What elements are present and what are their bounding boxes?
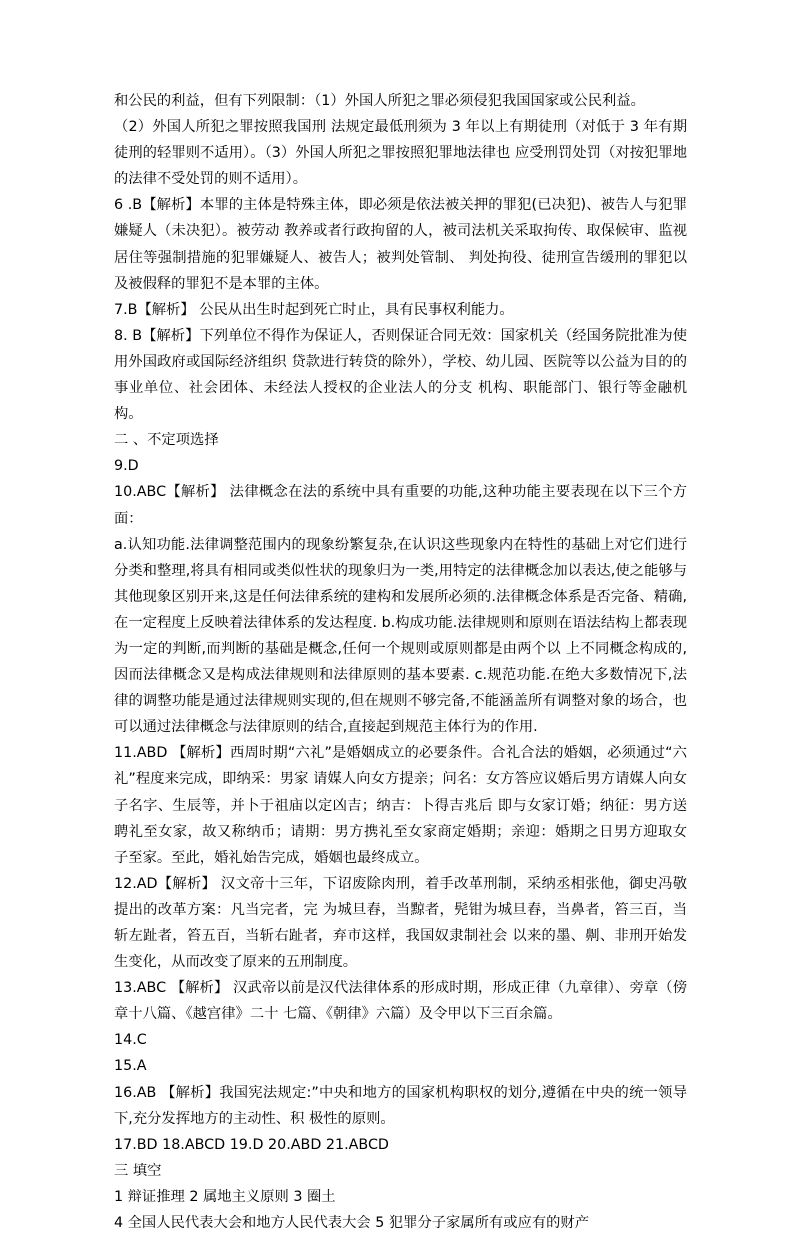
answer-9: 9.D bbox=[114, 458, 139, 475]
answer-14: 14.C bbox=[114, 1032, 147, 1049]
paragraph-block: a.认知功能.法律调整范围内的现象纷繁复杂,在认识这些现象内在特性的基础上对它们进行分类和整理,将具有相同或类似性状的现象归为一类,用特定的法律概念加以表达,使之能够与其他现象区别开来,这是任何法律系统的建构和发展所必须的.法律概念体系是否完备、精确,在一定程度上反映着法律体系的发达程度. b.构成功能.法律规则和原则在语法结构上都表现为一定的判断,而判断的基础是概念,任何一个规则或原则都是由两个以 上不同概念构成的,因而法律概念又是构成法律规则和法律原则的基本要素. c.规范功能.在绝大多数情况下,法律的调整功能是通过法律规则实现的,但在规则不够完备,不能涵盖所有调整对象的场合，也可以通过法律概念与法律原则的结合,直接起到规范主体行为的作用. bbox=[114, 536, 687, 736]
answer-explanation-8: 8. B【解析】下列单位不得作为保证人，否则保证合同无效：国家机关（经国务院批准为使用外国政府或国际经济组织 贷款进行转贷的除外），学校、幼儿园、医院等以公益为目的的事业单位、社会团体、未经法人授权的企业法人的分支 机构、职能部门、银行等金融机构。 bbox=[114, 327, 687, 423]
answer-explanation-10: 10.ABC【解析】 法律概念在法的系统中具有重要的功能,这种功能主要表现在以下三个方面： bbox=[114, 484, 687, 527]
paragraph-block: （2）外国人所犯之罪按照我国刑 法规定最低刑须为 3 年以上有期徒刑（对低于 3 年有期徒刑的轻罪则不适用）。（3）外国人所犯之罪按照犯罪地法律也 应受刑罚处罚（对按犯罪地的法律不受处罚的则不适用）。 bbox=[114, 119, 687, 188]
document-body bbox=[114, 88, 687, 1236]
answer-list-17-21: 17.BD 18.ABCD 19.D 20.ABD 21.ABCD bbox=[114, 1136, 389, 1153]
answer-explanation-7: 7.B【解析】 公民从出生时起到死亡时止，具有民事权利能力。 bbox=[114, 301, 514, 318]
answer-explanation-13: 13.ABC 【解析】 汉武帝以前是汉代法律体系的形成时期，形成正律（九章律）、旁章（傍章十八篇、《越宫律》二十 七篇、《朝律》六篇）及令甲以下三百余篇。 bbox=[114, 980, 687, 1023]
section-heading-2: 二 、不定项选择 bbox=[114, 432, 219, 449]
answer-explanation-11: 11.ABD 【解析】西周时期“六礼”是婚姻成立的必要条件。合礼合法的婚姻，必须通过“六礼”程度来完成，即纳采：男家 请媒人向女方提亲；问名：女方答应议婚后男方请媒人向女子名字、生辰等，并卜于祖庙以定凶吉；纳吉：卜得吉兆后 即与女家订婚；纳征：男方送聘礼至女家，故又称纳币；请期：男方携礼至女家商定婚期；亲迎：婚期之日男方迎取女 子至家。至此，婚礼始告完成，婚姻也最终成立。 bbox=[114, 745, 687, 866]
fill-blank-line-1: 1 辩证推理 2 属地主义原则 3 圈土 bbox=[114, 1188, 336, 1205]
fill-blank-line-2: 4 全国人民代表大会和地方人民代表大会 5 犯罪分子家属所有或应有的财产 bbox=[114, 1215, 590, 1232]
answer-explanation-6: 6 .B【解析】本罪的主体是特殊主体，即必须是依法被关押的罪犯(已决犯)、被告人与犯罪嫌疑人（未决犯）。被劳动 教养或者行政拘留的人，被司法机关采取拘传、取保候审、监视居住等强制措施的犯罪嫌疑人、被告人；被判处管制、 判处拘役、徒刑宣告缓刑的罪犯以及被假释的罪犯不是本罪的主体。 bbox=[114, 197, 687, 292]
answer-explanation-12: 12.AD【解析】 汉文帝十三年，下诏废除肉刑，着手改革刑制，采纳丞相张他，御史冯敬提出的改革方案：凡当完者，完 为城旦舂，当黥者，髡钳为城旦舂，当鼻者，笞三百，当斩左趾者，笞五百，当斩右趾者，弃市这样，我国奴隶制社会 以来的墨、劓、非刑开始发生变化，从而改变了原来的五刑制度。 bbox=[114, 875, 687, 971]
answer-explanation-16: 16.AB 【解析】我国宪法规定:”中央和地方的国家机构职权的划分,遵循在中央的统一领导下,充分发挥地方的主动性、积 极性的原则。 bbox=[114, 1084, 687, 1127]
section-heading-3: 三 填空 bbox=[114, 1162, 162, 1179]
answer-15: 15.A bbox=[114, 1058, 147, 1075]
paragraph-block: 和公民的利益，但有下列限制：（1）外国人所犯之罪必须侵犯我国国家或公民利益。 bbox=[114, 93, 645, 109]
